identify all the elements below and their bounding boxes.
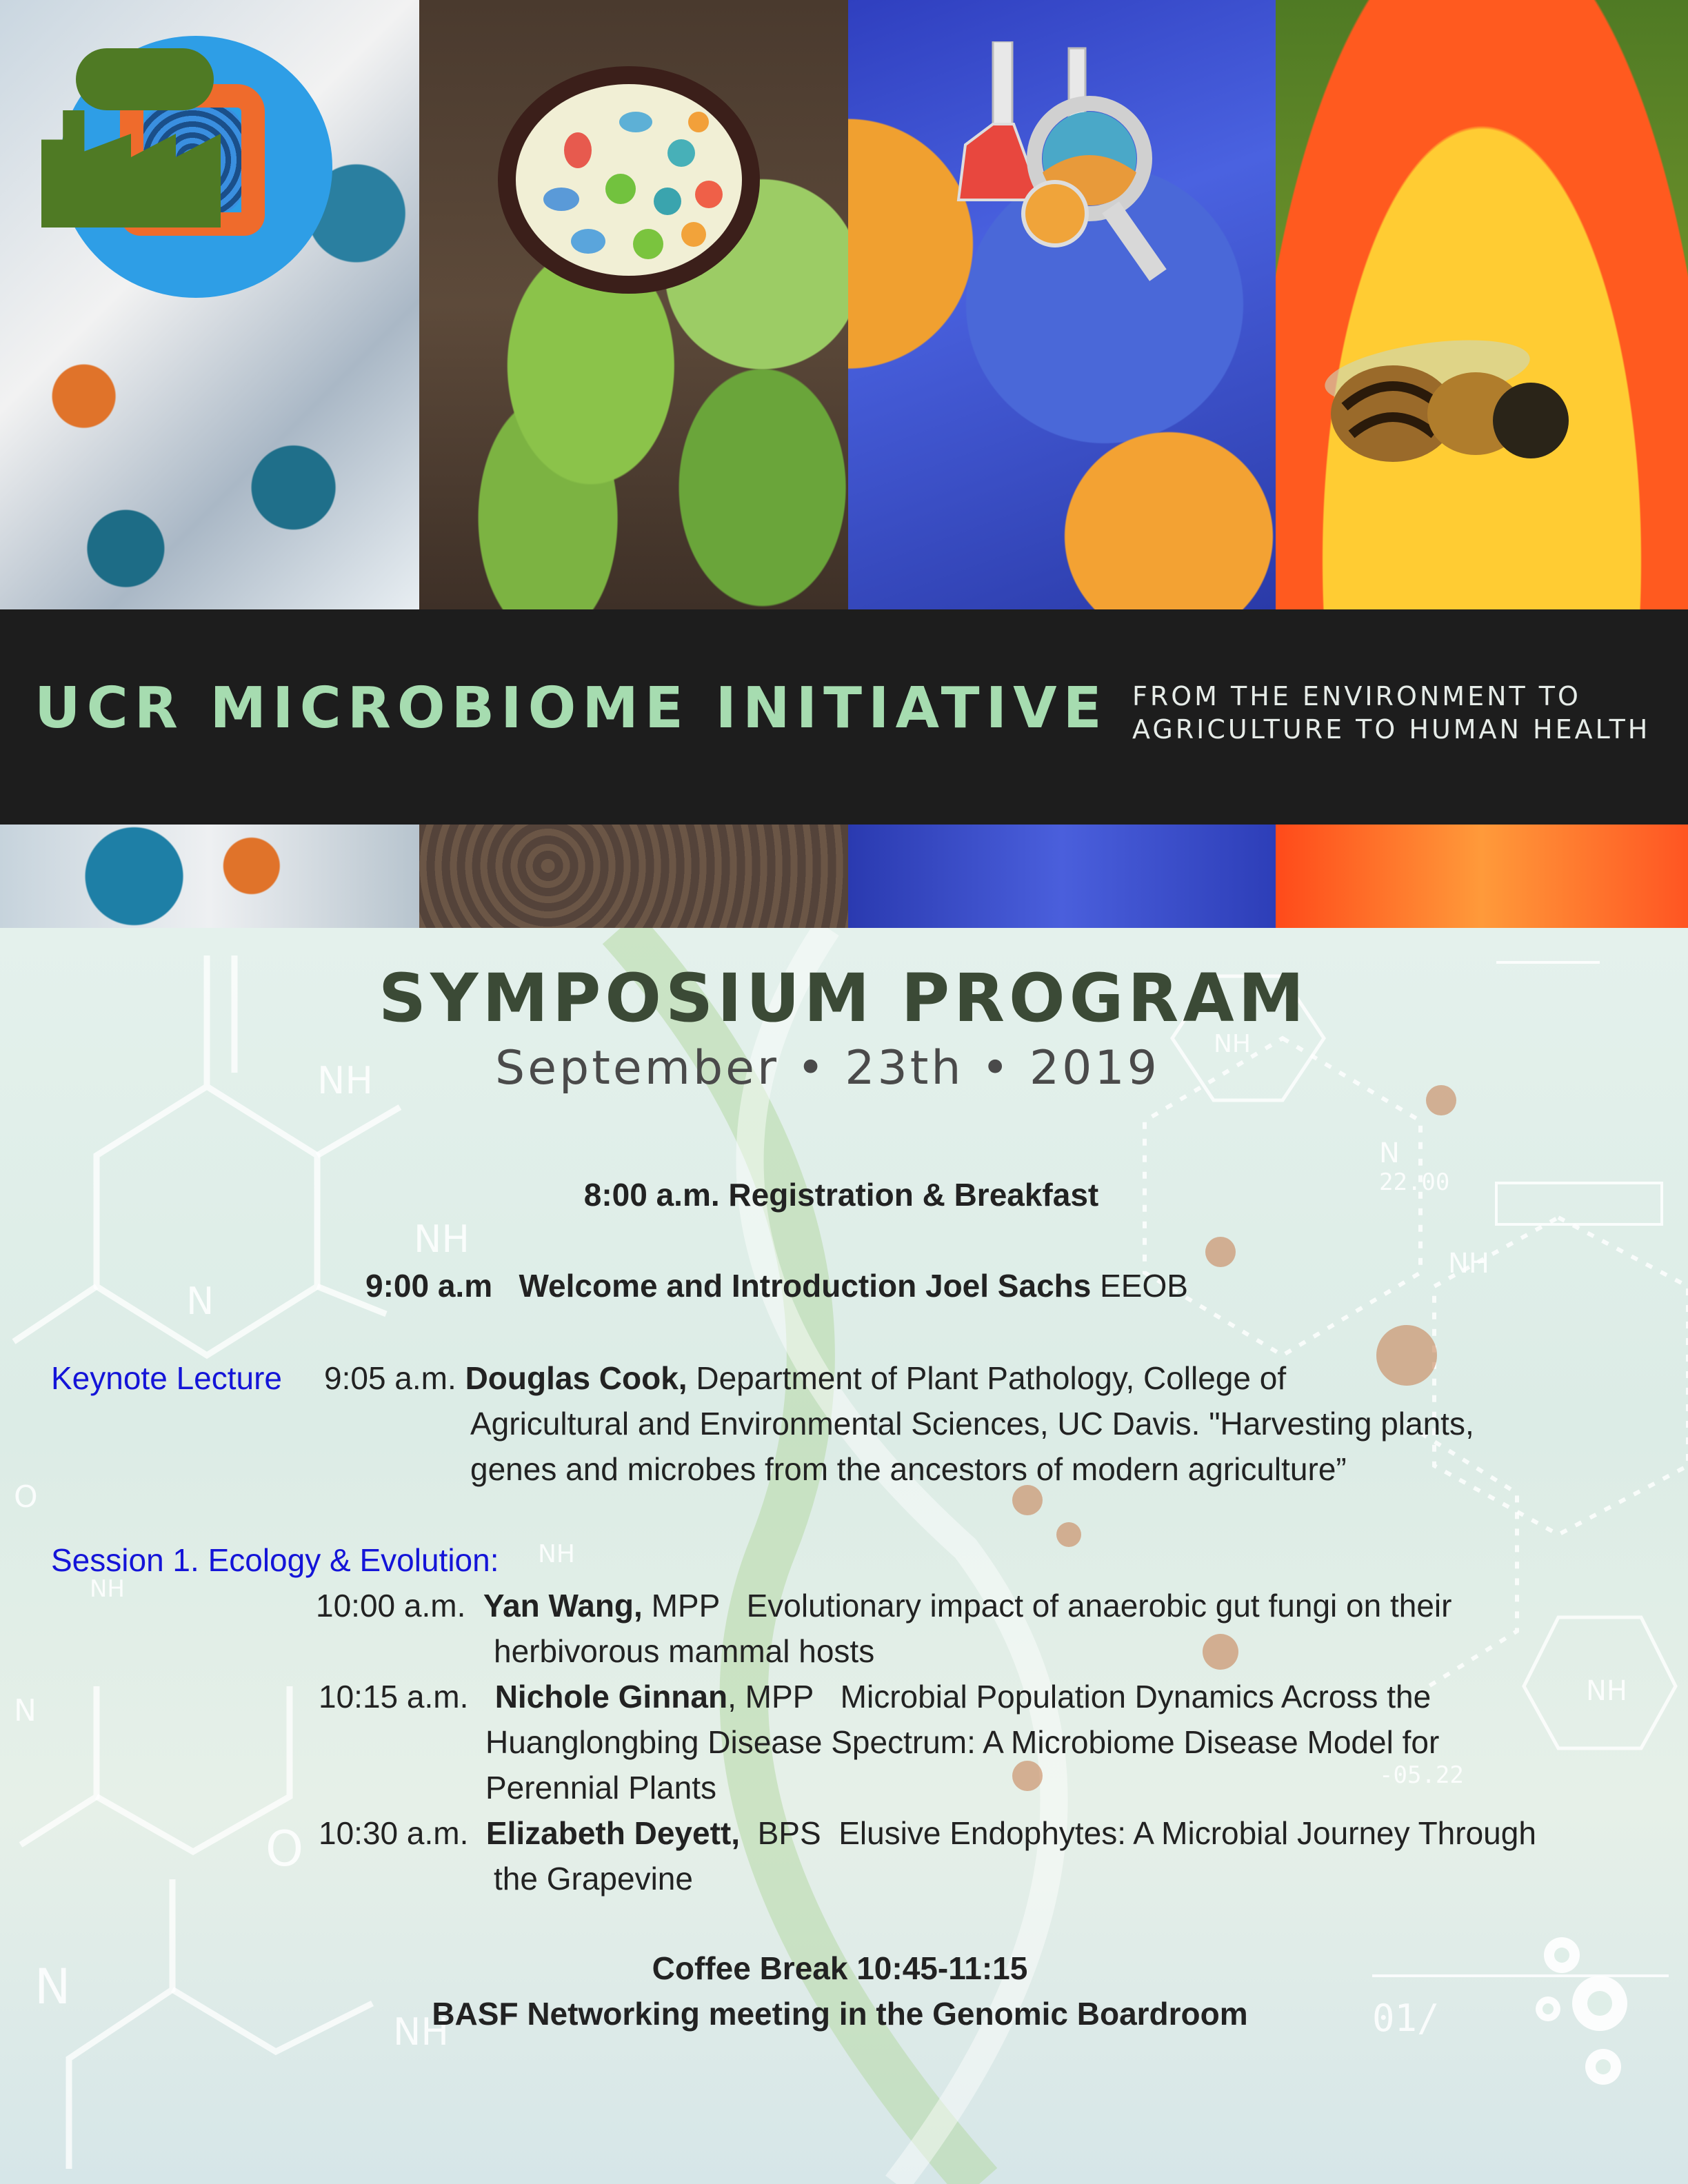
chem-label-nh: NH bbox=[538, 1540, 575, 1568]
talk-3-line-1 bbox=[319, 1814, 1536, 1852]
bee-photo bbox=[1303, 296, 1634, 476]
hud-value: 22.00 bbox=[1379, 1169, 1450, 1196]
talk-3-speaker: Elizabeth Deyett, bbox=[485, 1815, 741, 1851]
talk-2-title-2: Huanglongbing Disease Spectrum: A Microbiome Disease Model for bbox=[485, 1724, 1440, 1760]
keynote-label: Keynote Lecture bbox=[51, 1360, 283, 1396]
session-1-label: Session 1. Ecology & Evolution: bbox=[51, 1542, 499, 1578]
talk-1-dept: MPP bbox=[651, 1588, 721, 1624]
talk-2-title-3: Perennial Plants bbox=[485, 1770, 716, 1806]
registration-line: 8:00 a.m. Registration & Breakfast bbox=[583, 1177, 1099, 1213]
initiative-title: UCR MICROBIOME INITIATIVE bbox=[34, 676, 1108, 741]
welcome-speaker: Joel Sachs bbox=[925, 1268, 1092, 1304]
welcome-time: 9:00 a.m bbox=[365, 1268, 493, 1304]
talk-1-title-2: herbivorous mammal hosts bbox=[494, 1633, 875, 1669]
talk-3-title-2: the Grapevine bbox=[494, 1861, 693, 1897]
talk-3-title-1: Elusive Endophytes: A Microbial Journey Through bbox=[838, 1815, 1536, 1851]
chem-label-o: O bbox=[14, 1479, 38, 1515]
talk-3-time: 10:30 a.m. bbox=[319, 1815, 469, 1851]
cells-strip bbox=[848, 825, 1276, 928]
hud-value: -05.22 bbox=[1379, 1761, 1464, 1789]
subtitle-line-2: AGRICULTURE TO HUMAN HEALTH bbox=[1132, 714, 1651, 745]
initiative-subtitle bbox=[1132, 680, 1650, 746]
talk-1-title-1: Evolutionary impact of anaerobic gut fungi on their bbox=[746, 1588, 1452, 1624]
program-date: September • 23th • 2019 bbox=[495, 1041, 1160, 1095]
keynote-speaker: Douglas Cook, bbox=[465, 1360, 687, 1396]
keynote-line-3: genes and microbes from the ancestors of modern agriculture” bbox=[470, 1451, 1347, 1487]
chem-label-nh: NH bbox=[414, 1217, 470, 1261]
talk-3-dept: BPS bbox=[757, 1815, 821, 1851]
chem-label-o: O bbox=[265, 1821, 304, 1877]
keynote-line-2: Agricultural and Environmental Sciences, UC Davis. "Harvesting plants, bbox=[470, 1406, 1474, 1442]
petri-dish-icon bbox=[498, 66, 760, 294]
coffee-break: Coffee Break 10:45-11:15 bbox=[652, 1950, 1028, 1986]
program-title: SYMPOSIUM PROGRAM bbox=[378, 960, 1309, 1037]
keynote-time: 9:05 a.m. bbox=[324, 1360, 456, 1396]
chem-label-nh: NH bbox=[317, 1059, 373, 1102]
chem-label-nh: N bbox=[1379, 1138, 1400, 1169]
chem-label-n: N bbox=[34, 1959, 71, 2015]
talk-2-speaker: Nichole Ginnan bbox=[494, 1679, 728, 1715]
talk-2-dept: , MPP bbox=[727, 1679, 814, 1715]
welcome-title: Welcome and Introduction bbox=[519, 1268, 917, 1304]
talk-1-line-1 bbox=[316, 1587, 1451, 1624]
keynote-text-1: Department of Plant Pathology, College of bbox=[696, 1360, 1287, 1396]
talk-1-time: 10:00 a.m. bbox=[316, 1588, 466, 1624]
welcome-dept: EEOB bbox=[1100, 1268, 1188, 1304]
chem-label-nh: NH bbox=[393, 2010, 449, 2054]
chem-label-nh: NH bbox=[1586, 1675, 1627, 1707]
chem-label-nh: NH bbox=[1448, 1248, 1489, 1280]
keynote-line-1 bbox=[324, 1359, 1286, 1397]
chem-label-n: N bbox=[186, 1280, 214, 1323]
chem-label-n: N bbox=[14, 1693, 37, 1728]
chem-label-nh: NH bbox=[90, 1575, 125, 1603]
subtitle-line-1: FROM THE ENVIRONMENT TO bbox=[1132, 681, 1581, 711]
talk-1-speaker: Yan Wang, bbox=[483, 1588, 643, 1624]
soil-strip bbox=[419, 825, 848, 928]
flower-strip bbox=[1276, 825, 1688, 928]
talk-2-title-1: Microbial Population Dynamics Across the bbox=[840, 1679, 1431, 1715]
lab-flask-magnifier-icon bbox=[952, 41, 1172, 290]
networking-meeting: BASF Networking meeting in the Genomic Boardroom bbox=[432, 1996, 1248, 2032]
talk-2-line-1 bbox=[319, 1678, 1431, 1715]
chem-label-n: NH bbox=[1214, 1030, 1251, 1058]
bacteria-strip bbox=[0, 825, 419, 928]
hud-value: 01/ bbox=[1372, 1996, 1440, 2040]
welcome-line bbox=[365, 1267, 1188, 1304]
talk-2-time: 10:15 a.m. bbox=[319, 1679, 469, 1715]
